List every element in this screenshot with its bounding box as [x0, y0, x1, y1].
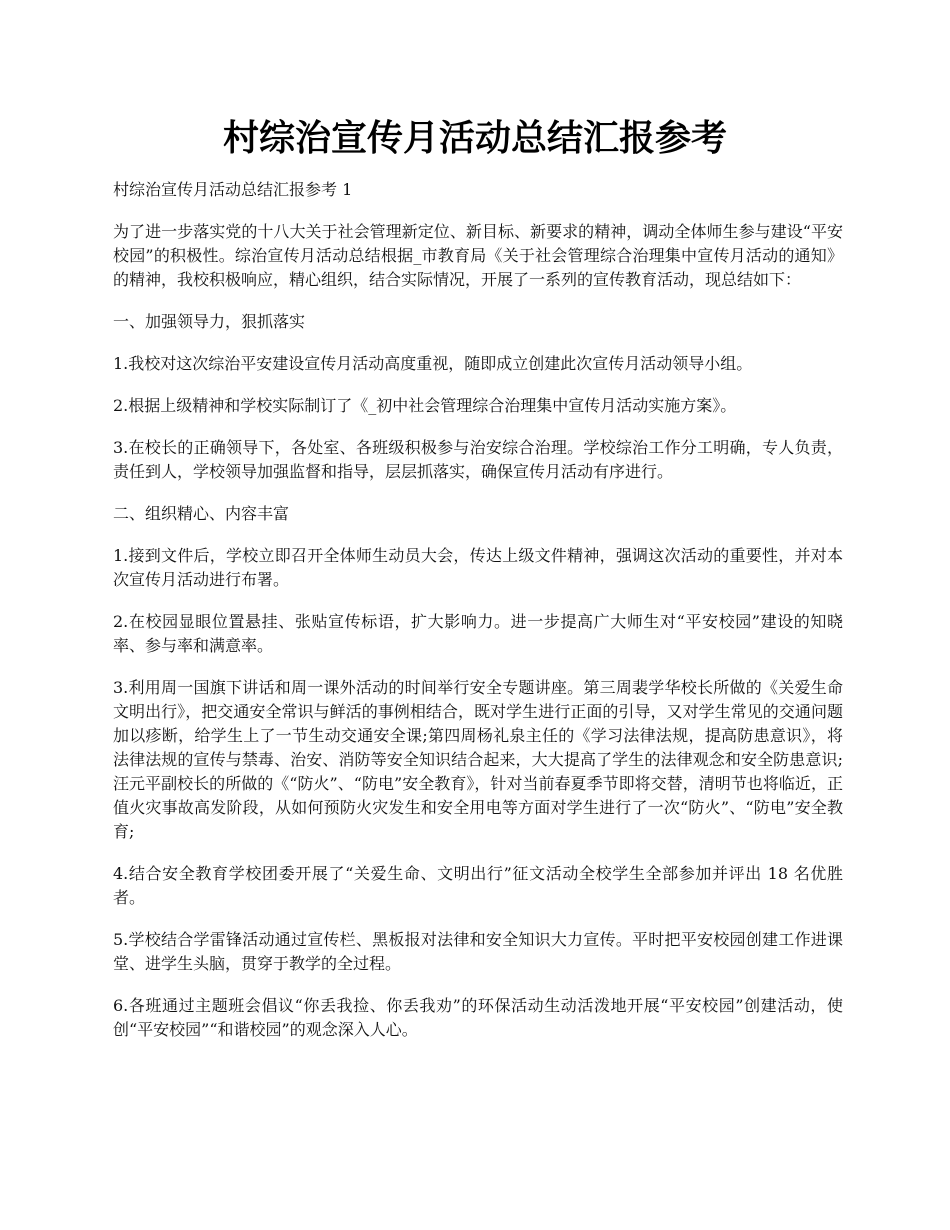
section-heading-2: 二、组织精心、内容丰富 [113, 504, 290, 523]
subtitle-paragraph: 村综治宣传月活动总结汇报参考 1 [113, 180, 353, 199]
list-item: 5.学校结合学雷锋活动通过宣传栏、黑板报对法律和安全知识大力宣传。平时把平安校园创建工作进课堂、进学生头脑，贯穿于教学的全过程。 [113, 930, 843, 973]
intro-paragraph: 为了进一步落实党的十八大关于社会管理新定位、新目标、新要求的精神，调动全体师生参与建设“平安校园”的积极性。综治宣传月活动总结根据_市教育局《关于社会管理综合治理集中宣传月活动的通知》的精神，我校积极响应，精心组织，结合实际情况，开展了一系列的宣传教育活动，现总结如下： [113, 222, 843, 289]
list-item: 2.在校园显眼位置悬挂、张贴宣传标语，扩大影响力。进一步提高广大师生对“平安校园”建设的知晓率、参与率和满意率。 [113, 612, 843, 655]
document-title: 村综治宣传月活动总结汇报参考 [222, 117, 727, 159]
list-item: 1.我校对这次综治平安建设宣传月活动高度重视，随即成立创建此次宣传月活动领导小组。 [113, 354, 753, 373]
list-item: 4.结合安全教育学校团委开展了“关爱生命、文明出行”征文活动全校学生全部参加并评出 18 名优胜者。 [113, 864, 843, 907]
section-heading-1: 一、加强领导力，狠抓落实 [113, 312, 306, 331]
list-item: 3.利用周一国旗下讲话和周一课外活动的时间举行安全专题讲座。第三周裴学华校长所做的《关爱生命文明出行》，把交通安全常识与鲜活的事例相结合，既对学生进行正面的引导，又对学生常见的交通问题加以疹断，给学生上了一节生动交通安全课;第四周杨礼泉主任的《学习法律法规，提高防患意识》，将法律法规的宣传与禁毒、治安、消防等安全知识结合起来，大大提高了学生的法律观念和安全防患意识;汪元平副校长的所做的《“防火”、“防电”安全教育》，针对当前春夏季节即将交替，清明节也将临近，正值火灾事故高发阶段，从如何预防火灾发生和安全用电等方面对学生进行了一次“防火”、“防电”安全教育; [113, 678, 843, 841]
document-body [113, 178, 843, 1060]
list-item: 2.根据上级精神和学校实际制订了《_初中社会管理综合治理集中宣传月活动实施方案》。 [113, 396, 737, 415]
list-item: 6.各班通过主题班会倡议“你丢我捡、你丢我劝”的环保活动生动活泼地开展“平安校园”创建活动，使创“平安校园”“和谐校园”的观念深入人心。 [113, 996, 843, 1039]
list-item: 3.在校长的正确领导下，各处室、各班级积极参与治安综合治理。学校综治工作分工明确，专人负责，责任到人，学校领导加强监督和指导，层层抓落实，确保宣传月活动有序进行。 [113, 438, 843, 481]
list-item: 1.接到文件后，学校立即召开全体师生动员大会，传达上级文件精神，强调这次活动的重要性，并对本次宣传月活动进行布署。 [113, 546, 843, 589]
